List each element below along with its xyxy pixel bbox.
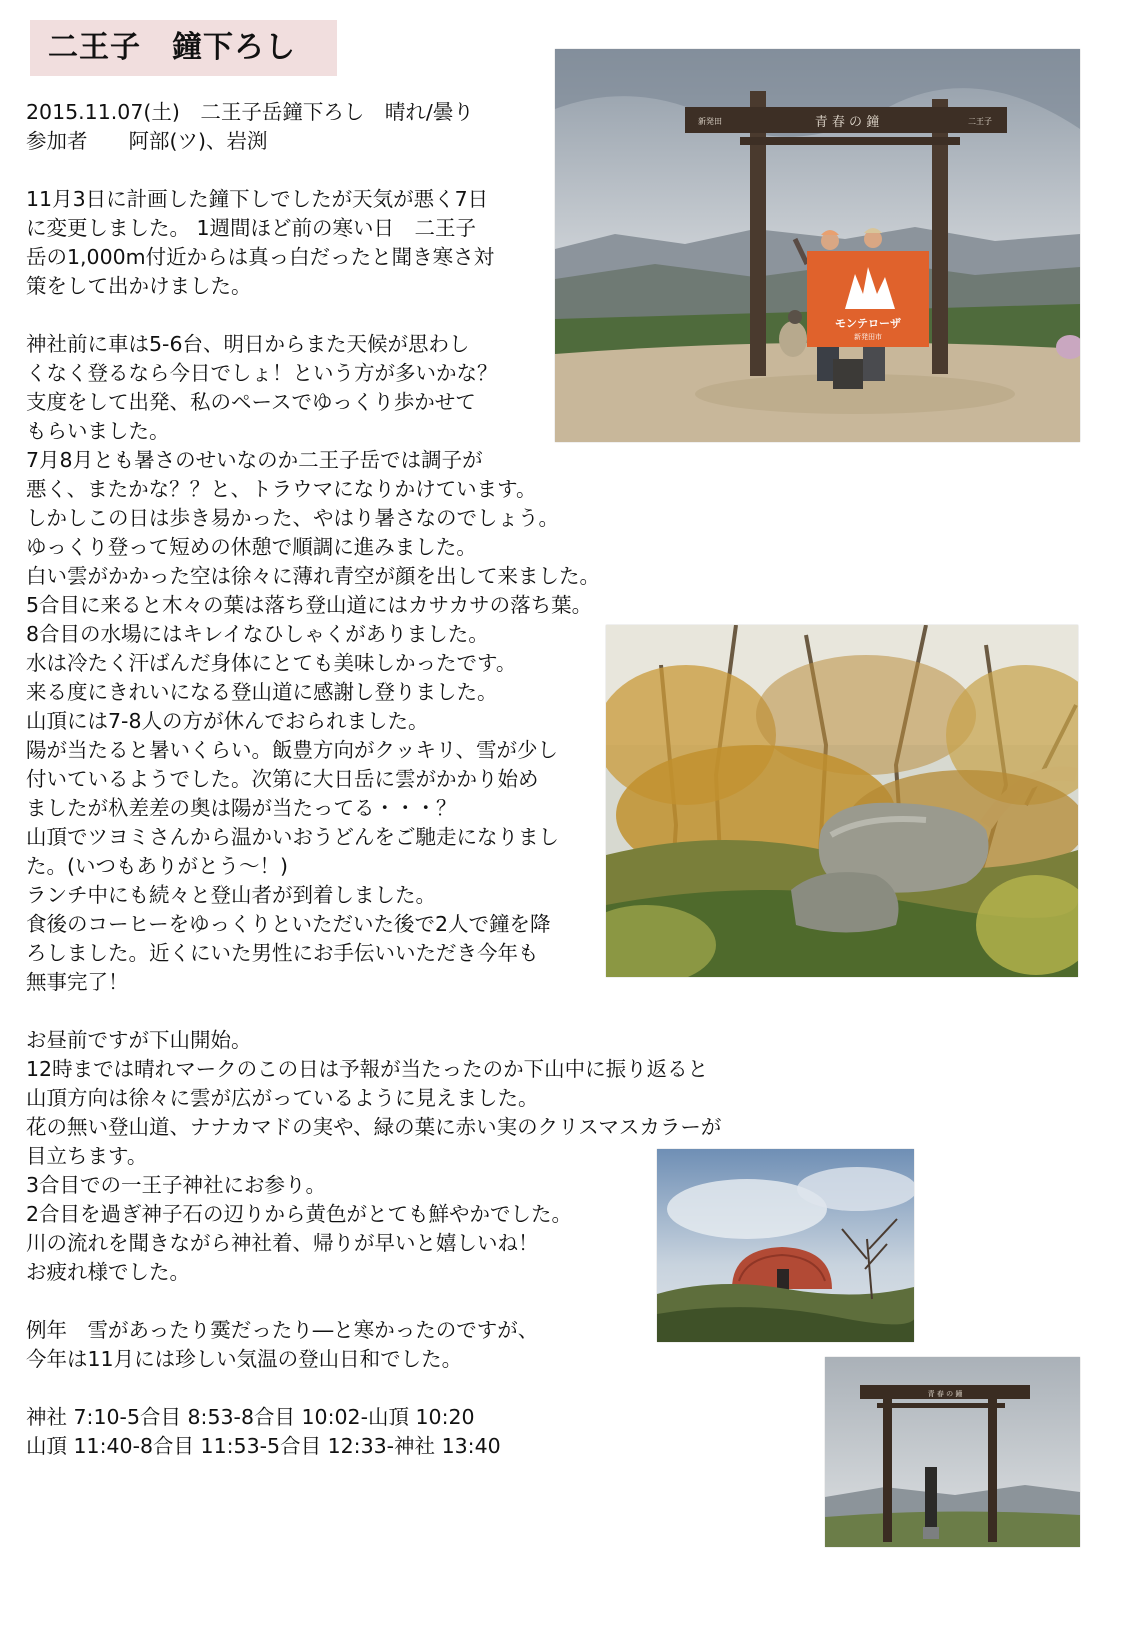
text-line: 7月8月とも暑さのせいなのか二王子岳では調子が (26, 448, 483, 472)
text-line: 目立ちます。 (26, 1144, 148, 1168)
text-line: 悪く、またかな？？と、トラウマになりかけています。 (26, 477, 537, 501)
text-line: 岳の1,000m付近からは真っ白だったと聞き寒さ対 (26, 245, 495, 269)
text-line: 食後のコーヒーをゆっくりといただいた後で2人で鐘を降 (26, 912, 551, 936)
text-line: 今年は11月には珍しい気温の登山日和でした。 (26, 1347, 463, 1371)
text-line: た。(いつもありがとう～！) (26, 854, 288, 878)
text-line: 策をして出かけました。 (26, 274, 252, 298)
gate-main-label: 青 春 の 鐘 (927, 1390, 963, 1398)
text-line: 例年 雪があったり霙だったり―と寒かったのですが、 (26, 1318, 539, 1342)
text-line: ランチ中にも続々と登山者が到着しました。 (26, 883, 436, 907)
autumn-rocks-image (606, 625, 1078, 977)
text-line: 11月3日に計画した鐘下しでしたが天気が悪く7日 (26, 187, 489, 211)
gate-photo (825, 1357, 1080, 1547)
date-line: 2015.11.07(土) 二王子岳鐘下ろし 晴れ/曇り (26, 100, 474, 124)
gate-image (825, 1357, 1080, 1547)
gate-main-label: 青 春 の 鐘 (814, 115, 880, 130)
banner-name: モンテローザ (835, 317, 901, 330)
text-line: ろしました。近くにいた男性にお手伝いいただき今年も (26, 941, 539, 965)
summit-group-photo (555, 49, 1080, 442)
text-line: 3合目での一王子神社にお参り。 (26, 1173, 327, 1197)
hut-photo (657, 1149, 914, 1342)
text-line: に変更しました。 1週間ほど前の寒い日 二王子 (26, 216, 477, 240)
text-line: お疲れ様でした。 (26, 1260, 190, 1284)
text-line: 山頂には7-8人の方が休んでおられました。 (26, 709, 429, 733)
autumn-rocks-photo (606, 625, 1078, 977)
time-line: 山頂 11:40-8合目 11:53-5合目 12:33-神社 13:40 (26, 1434, 501, 1458)
text-line: 2合目を過ぎ神子石の辺りから黄色がとても鮮やかでした。 (26, 1202, 573, 1226)
text-line: くなく登るなら今日でしょ！という方が多いかな？ (26, 361, 498, 385)
text-line: 山頂方向は徐々に雲が広がっているように見えました。 (26, 1086, 539, 1110)
text-line: 来る度にきれいになる登山道に感謝し登りました。 (26, 680, 498, 704)
text-line: ゆっくり登って短めの休憩で順調に進みました。 (26, 535, 477, 559)
text-line: 花の無い登山道、ナナカマドの実や、緑の葉に赤い実のクリスマスカラーが (26, 1115, 722, 1139)
text-line: 山頂でツヨミさんから温かいおうどんをご馳走になりまし (26, 825, 559, 849)
time-line: 神社 7:10-5合目 8:53-8合目 10:02-山頂 10:20 (26, 1405, 475, 1429)
gate-left-label: 新発田 (698, 117, 722, 126)
text-line: 8合目の水場にはキレイなひしゃくがありました。 (26, 622, 489, 646)
text-line: 12時までは晴れマークのこの日は予報が当たったのか下山中に振り返ると (26, 1057, 709, 1081)
page-title: 二王子 鐘下ろし (30, 20, 337, 76)
text-line: 付いているようでした。次第に大日岳に雲がかかり始め (26, 767, 539, 791)
banner-city: 新発田市 (854, 333, 882, 341)
text-line: 無事完了！ (26, 970, 129, 994)
text-line: 水は冷たく汗ばんだ身体にとても美味しかったです。 (26, 651, 517, 675)
text-line: もらいました。 (26, 419, 170, 443)
text-line: ましたが杁差差の奥は陽が当たってる・・・？ (26, 796, 457, 820)
text-line: 川の流れを聞きながら神社着、帰りが早いと嬉しいね！ (26, 1231, 539, 1255)
text-line: 陽が当たると暑いくらい。飯豊方向がクッキリ、雪が少し (26, 738, 558, 762)
summit-group-image (555, 49, 1080, 442)
text-line: 白い雲がかかった空は徐々に薄れ青空が顔を出して来ました。 (26, 564, 600, 588)
gate-right-label: 二王子 (968, 117, 992, 126)
text-line: お昼前ですが下山開始。 (26, 1028, 252, 1052)
text-line: しかしこの日は歩き易かった、やはり暑さなのでしょう。 (26, 506, 559, 530)
participants-line: 参加者 阿部(ツ)、岩渕 (26, 129, 268, 153)
hut-image (657, 1149, 914, 1342)
text-line: 支度をして出発、私のペースでゆっくり歩かせて (26, 390, 476, 414)
text-line: 神社前に車は5-6台、明日からまた天候が思わし (26, 332, 470, 356)
text-line: 5合目に来ると木々の葉は落ち登山道にはカサカサの落ち葉。 (26, 593, 593, 617)
